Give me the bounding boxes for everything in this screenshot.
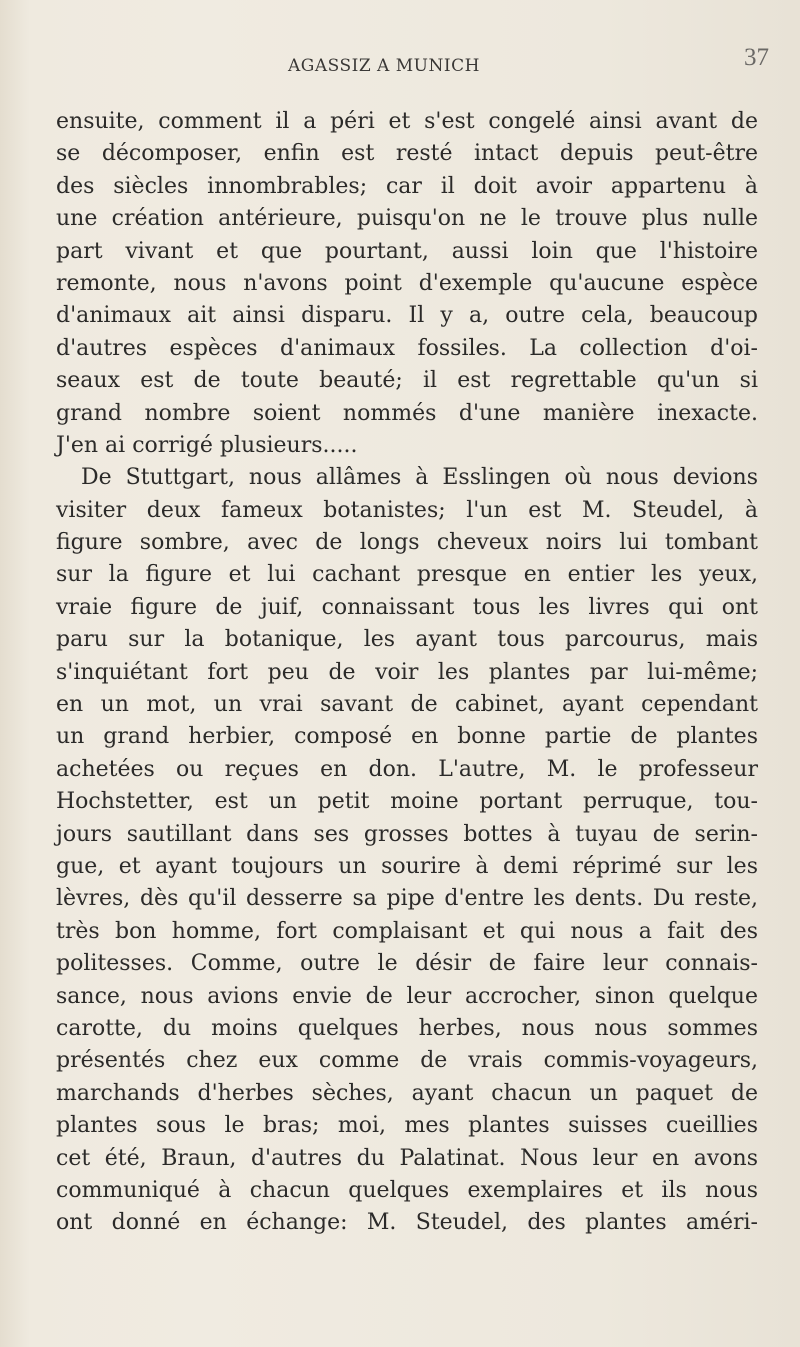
text-line: figure sombre, avec de longs cheveux noirs lui tombant (56, 530, 758, 556)
text-line: marchands d'herbes sèches, ayant chacun un paquet de (56, 1080, 758, 1106)
text-line: remonte, nous n'avons point d'exemple qu'aucune espèce (56, 270, 758, 296)
text-line: gue, et ayant toujours un sourire à demi réprimé sur les (56, 853, 758, 879)
text-line: vraie figure de juif, connaissant tous les livres qui ont (56, 594, 758, 620)
text-line: visiter deux fameux botanistes; l'un est M. Steudel, à (56, 497, 758, 523)
text-line: en un mot, un vrai savant de cabinet, ayant cependant (56, 692, 758, 718)
text-line: paru sur la botanique, les ayant tous parcourus, mais (56, 627, 758, 653)
text-line: jours sautillant dans ses grosses bottes à tuyau de serin- (56, 821, 758, 847)
text-line: seaux est de toute beauté; il est regrettable qu'un si (56, 368, 758, 394)
text-line: des siècles innombrables; car il doit avoir appartenu à (56, 173, 758, 199)
text-line: Hochstetter, est un petit moine portant perruque, tou- (56, 789, 758, 815)
text-line: très bon homme, fort complaisant et qui nous a fait des (56, 918, 758, 944)
text-line: cet été, Braun, d'autres du Palatinat. Nous leur en avons (56, 1145, 758, 1171)
text-line: grand nombre soient nommés d'une manière inexacte. (56, 400, 758, 426)
text-line: ensuite, comment il a péri et s'est congelé ainsi avant de (56, 109, 758, 134)
body-text (56, 106, 758, 1240)
text-line: sur la figure et lui cachant presque en entier les yeux, (56, 562, 758, 588)
text-line: d'autres espèces d'animaux fossiles. La collection d'oi- (56, 335, 758, 361)
text-line: part vivant et que pourtant, aussi loin que l'histoire (56, 238, 758, 264)
paragraph-start-line: De Stuttgart, nous allâmes à Esslingen où nous devions (81, 465, 758, 491)
text-line: d'animaux ait ainsi disparu. Il y a, outre cela, beaucoup (56, 303, 758, 329)
text-line: un grand herbier, composé en bonne partie de plantes (56, 724, 758, 750)
text-line: plantes sous le bras; moi, mes plantes suisses cueillies (56, 1113, 758, 1139)
text-line: présentés chez eux comme de vrais commis-voyageurs, (56, 1048, 758, 1074)
text-line: politesses. Comme, outre le désir de faire leur connais- (56, 951, 758, 977)
text-line: communiqué à chacun quelques exemplaires et ils nous (56, 1177, 758, 1203)
text-line: ont donné en échange: M. Steudel, des plantes améri- (56, 1210, 758, 1236)
text-line: sance, nous avions envie de leur accrocher, sinon quelque (56, 983, 758, 1009)
text-line: s'inquiétant fort peu de voir les plantes par lui-même; (56, 659, 758, 685)
text-line: se décomposer, enfin est resté intact depuis peut-être (56, 141, 758, 167)
text-line: une création antérieure, puisqu'on ne le trouve plus nulle (56, 206, 758, 232)
text-line: carotte, du moins quelques herbes, nous nous sommes (56, 1015, 758, 1041)
paragraph-end-line: J'en ai corrigé plusieurs..... (56, 432, 358, 458)
running-head: AGASSIZ A MUNICH (288, 56, 480, 76)
text-line: achetées ou reçues en don. L'autre, M. le professeur (56, 756, 758, 782)
text-line: lèvres, dès qu'il desserre sa pipe d'entre les dents. Du reste, (56, 886, 758, 912)
page-number: 37 (744, 44, 769, 71)
